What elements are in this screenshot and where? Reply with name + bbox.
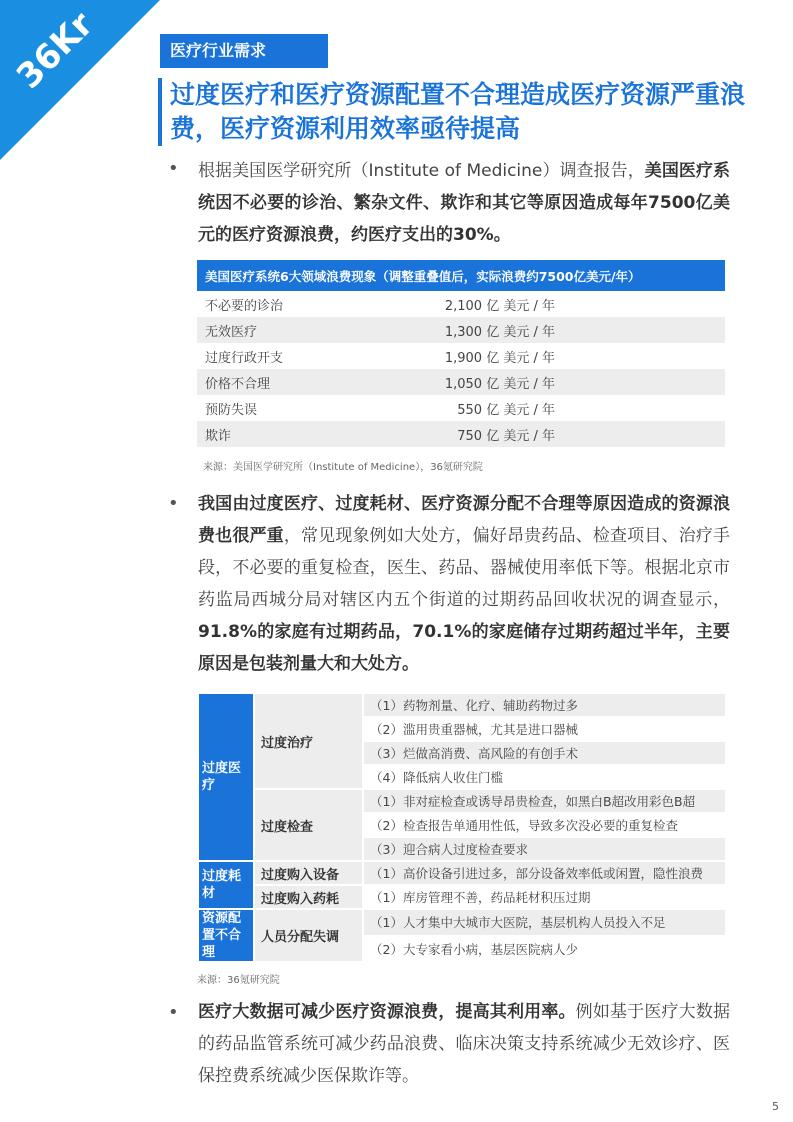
section-tag: 医疗行业需求 <box>160 34 328 68</box>
para2-bold-1: 我国由过度医疗、过度耗材、医疗资源分配不合理等原因造成的资源浪费也很严重 <box>198 494 730 546</box>
para3-text: 例如基于医疗大数据的药品监管系统可减少药品浪费、临床决策支持系统减少无效诊疗、医保控费系统减少医保欺诈等。 <box>198 1002 731 1086</box>
row-label: 价格不合理 <box>197 369 327 395</box>
waste-table <box>197 260 725 447</box>
bullet-icon: • <box>168 493 179 514</box>
table1-source: 来源：美国医学研究所（Institute of Medicine），36氪研究院 <box>203 462 483 473</box>
category-cell: 资源配置不合理 <box>199 910 253 961</box>
table-row <box>197 343 725 369</box>
waste-causes-table <box>197 692 727 963</box>
para1-text: 根据美国医学研究所（Institute of Medicine）调查报告， <box>198 161 645 181</box>
row-value: 1,050 亿 美元 / 年 <box>327 369 725 395</box>
list-item: （1）药物剂量、化疗、辅助药物过多 <box>364 694 725 716</box>
waste-table-header: 美国医疗系统6大领域浪费现象（调整重叠值后，实际浪费约7500亿美元/年） <box>197 260 725 291</box>
title-accent-bar <box>158 78 162 146</box>
table-row <box>197 317 725 343</box>
list-item: （2）检查报告单通用性低，导致多次没必要的重复检查 <box>364 814 725 836</box>
category-cell: 过度耗材 <box>199 862 253 908</box>
row-value: 550 亿 美元 / 年 <box>327 395 725 421</box>
table-row <box>197 395 725 421</box>
row-value: 1,300 亿 美元 / 年 <box>327 317 725 343</box>
brand-logo <box>0 0 160 160</box>
paragraph-3 <box>198 996 730 1092</box>
subcategory-cell: 过度购入设备 <box>255 862 362 884</box>
row-label: 预防失误 <box>197 395 327 421</box>
row-label: 欺诈 <box>197 421 327 447</box>
list-item: （4）降低病人收住门槛 <box>364 766 725 788</box>
para1-bold: 美国医疗系统因不必要的诊治、繁杂文件、欺诈和其它等原因造成每年7500亿美元的医疗资源浪费，约医疗支出的30%。 <box>198 161 730 245</box>
para3-bold: 医疗大数据可减少医疗资源浪费，提高其利用率。 <box>198 1002 576 1022</box>
row-value: 750 亿 美元 / 年 <box>327 421 725 447</box>
list-item: （1）高价设备引进过多，部分设备效率低或闲置，隐性浪费 <box>364 862 725 884</box>
page-number: 5 <box>772 1100 779 1113</box>
list-item: （2）大专家看小病，基层医院病人少 <box>364 937 725 962</box>
subcategory-cell: 过度检查 <box>255 790 362 860</box>
row-label: 无效医疗 <box>197 317 327 343</box>
list-item: （1）库房管理不善，药品耗材积压过期 <box>364 886 725 908</box>
list-item: （2）滥用贵重器械，尤其是进口器械 <box>364 718 725 740</box>
table-row <box>197 369 725 395</box>
para2-text: ，常见现象例如大处方，偏好昂贵药品、检查项目、治疗手段，不必要的重复检查，医生、药品、器械使用率低下等。根据北京市药监局西城分局对辖区内五个街道的过期药品回收状况的调查显示， <box>198 526 731 610</box>
row-label: 不必要的诊治 <box>197 291 327 317</box>
list-item: （3）迎合病人过度检查要求 <box>364 838 725 860</box>
bullet-icon: • <box>168 158 179 179</box>
row-value: 2,100 亿 美元 / 年 <box>327 291 725 317</box>
list-item: （1）非对症检查或诱导昂贵检查，如黑白B超改用彩色B超 <box>364 790 725 812</box>
bullet-icon: • <box>168 1002 179 1023</box>
page-title: 过度医疗和医疗资源配置不合理造成医疗资源严重浪费，医疗资源利用效率亟待提高 <box>170 80 746 143</box>
para2-bold-2: 91.8%的家庭有过期药品，70.1%的家庭储存过期药超过半年，主要原因是包装剂量大和大处方。 <box>198 622 730 674</box>
row-label: 过度行政开支 <box>197 343 327 369</box>
row-value: 1,900 亿 美元 / 年 <box>327 343 725 369</box>
subcategory-cell: 人员分配失调 <box>255 910 362 961</box>
category-cell: 过度医疗 <box>199 694 253 860</box>
subcategory-cell: 过度治疗 <box>255 694 362 788</box>
subcategory-cell: 过度购入药耗 <box>255 886 362 908</box>
paragraph-1 <box>198 155 730 251</box>
table-row <box>197 421 725 447</box>
logo-text: 36Kr <box>8 4 102 97</box>
list-item: （3）烂做高消费、高风险的有创手术 <box>364 742 725 764</box>
table2-source: 来源：36氪研究院 <box>197 975 280 986</box>
table-row <box>197 291 725 317</box>
list-item: （1）人才集中大城市大医院，基层机构人员投入不足 <box>364 910 725 935</box>
paragraph-2 <box>198 488 730 680</box>
